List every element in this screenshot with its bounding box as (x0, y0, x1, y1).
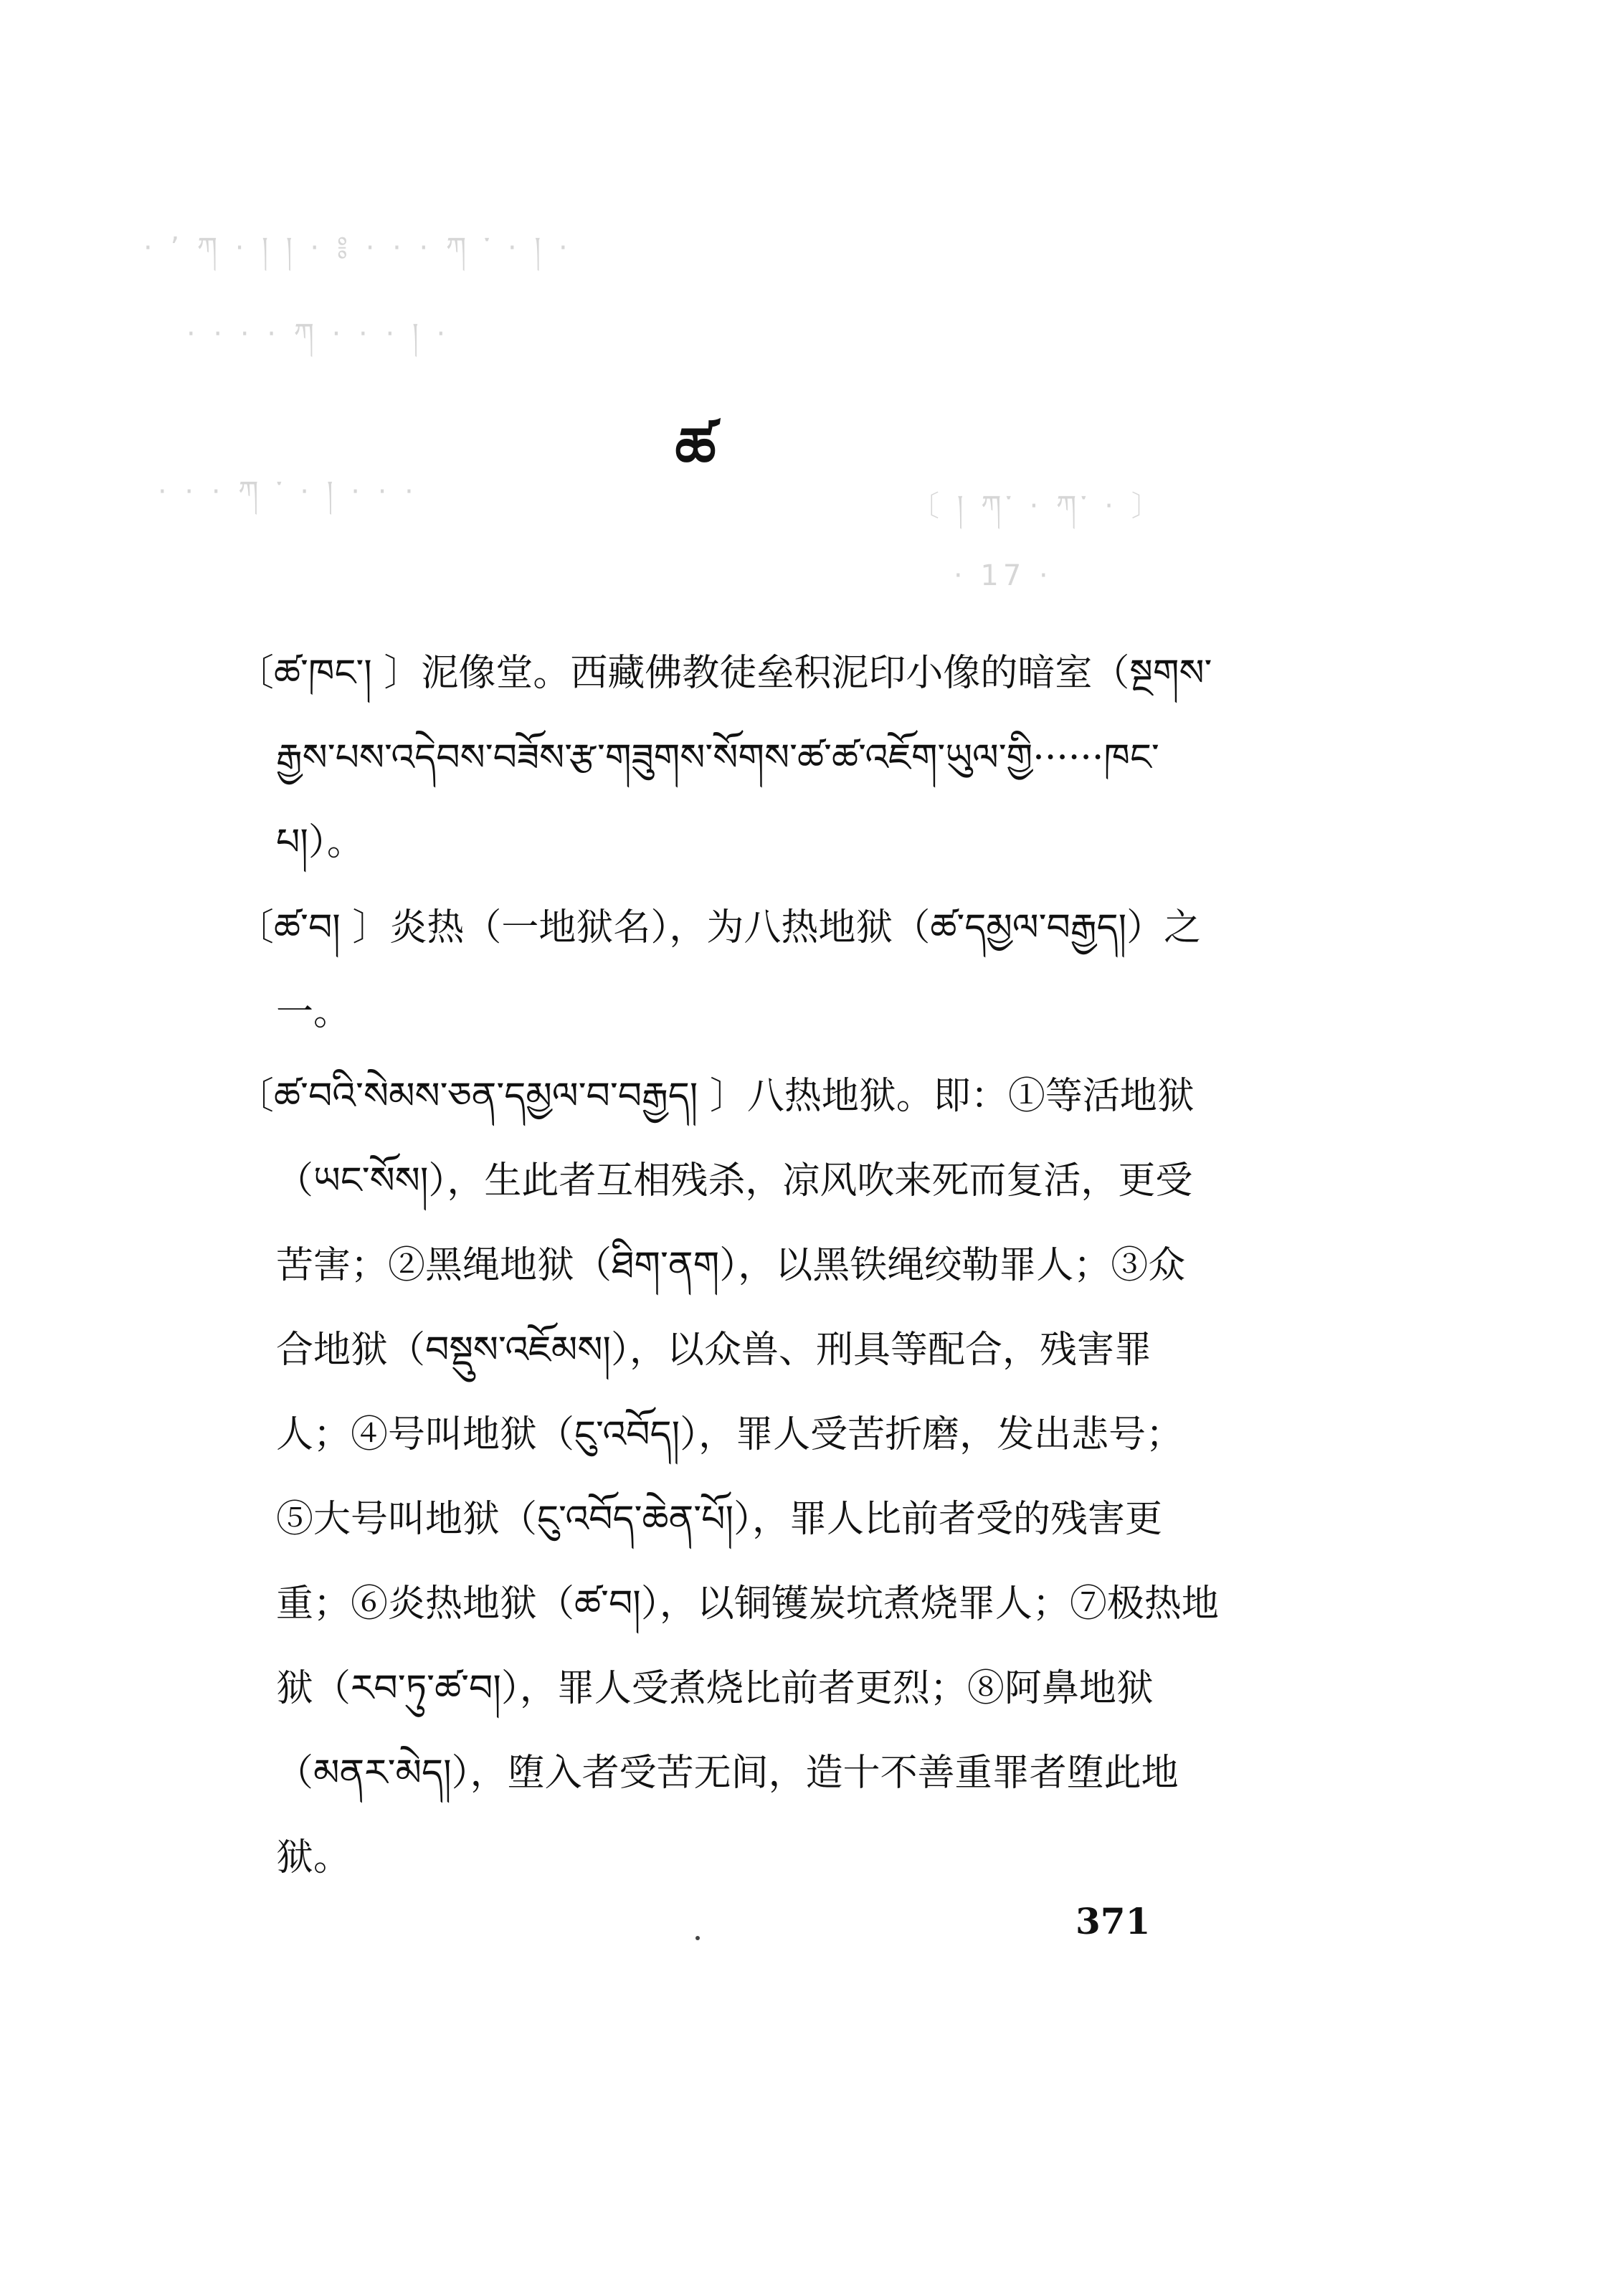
entry-text: 〔ཚ་ཁང་། 〕泥像堂。西藏佛教徒垒积泥印小像的暗室（སྔགས་རྒྱས་པས་འདེབས་བཟོས་རྩ་གཟུགས་སོགས་ཚ་ཚ་འཇོག་ཡུལ་གྱི······ཁང་པ།）。 (237, 652, 1212, 864)
dictionary-entry (237, 1054, 1219, 1900)
entry-text: 〔ཚ་བ། 〕炎热（一地狱名），为八热地狱（ཚ་དམྱལ་བརྒྱད།）之一。 (237, 906, 1202, 1034)
dictionary-entry (237, 631, 1219, 885)
bleed-through-mark: · 17 · (954, 559, 1053, 592)
bleed-through-mark: 〔 ། ཀ་ · ཀ་ · 〕 (911, 490, 1164, 523)
bleed-through-mark: · · · · ཀ · · · ། · (186, 318, 450, 351)
speck (695, 1936, 700, 1940)
section-head-letter: ཚ (675, 414, 716, 482)
page-number: 371 (1075, 1900, 1151, 1942)
entry-text: 〔ཚ་བའི་སེམས་ཅན་དམྱལ་བ་བརྒྱད། 〕八热地狱。即：①等活地狱（ཡང་སོས།），生此者互相残杀，凉风吹来死而复活，更受苦害；②黑绳地狱（ཐིག་ནག），以黑铁绳绞勒罪人；③众合地狱（བསྡུས་འཇོམས།），以众兽、刑具等配合，残害罪人；④号叫地狱（ངུ་འབོད།），罪人受苦折磨，发出悲号；⑤大号叫地狱（ངུ་འབོད་ཆེན་པོ།），罪人比前者受的残害更重；⑥炎热地狱（ཚ་བ།），以铜镬炭坑煮烧罪人；⑦极热地狱（རབ་ཏུ་ཚ་བ།），罪人受煮烧比前者更烈；⑧阿鼻地狱（མནར་མེད།），堕入者受苦无间，造十不善重罪者堕此地狱。 (237, 1075, 1219, 1879)
dictionary-entry (237, 886, 1219, 1055)
bleed-through-mark: · · · ཀ ་ · ། · · · (158, 475, 418, 508)
bleed-through-mark: · ʼ ཀ · ། ། · ༔ · · · ཀ ་ · ། · (143, 232, 572, 265)
